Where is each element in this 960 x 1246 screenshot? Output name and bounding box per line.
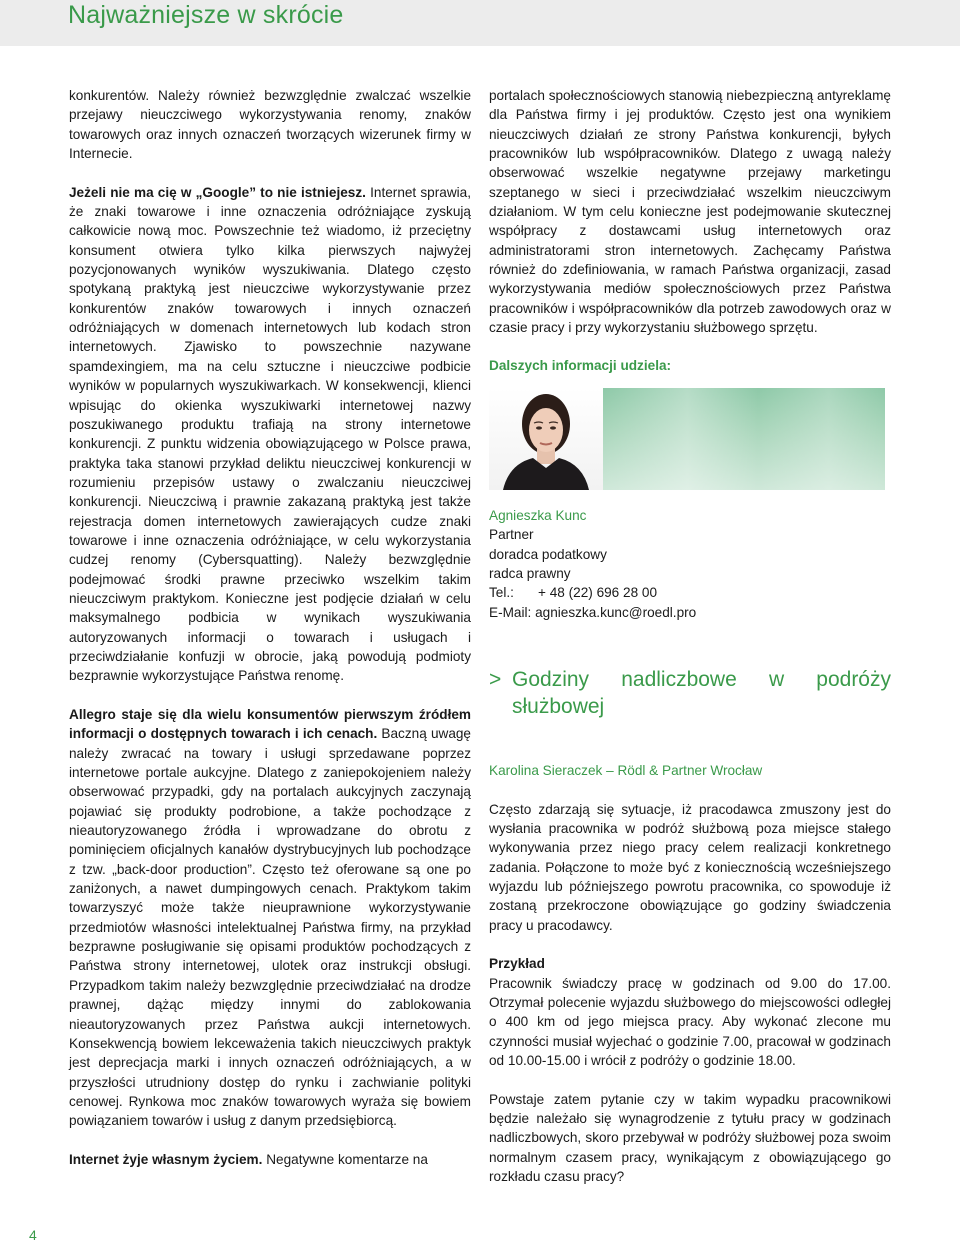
page-header	[0, 0, 960, 46]
bold-lead: Internet żyje własnym życiem.	[69, 1151, 263, 1167]
section-title-text: Godziny nadliczbowe w podróży służbowej	[512, 667, 891, 719]
paragraph: Powstaje zatem pytanie czy w takim wypadku pracownikowi będzie należało się wynagrodzenie z tytułu pracy w godzinach nadliczbowych, skoro przebywał w podróży służbowej poza swoim normalnym czasem pracy, wynikającym z obowiązującego go rozkładu czasu pracy?	[489, 1091, 891, 1185]
paragraph-text: Internet sprawia, że znaki towarowe i inne oznaczenia odróżniające zyskują całkowicie nową moc. Powszechnie też wiadomo, iż przeciętny konsument otwiera tylko kilka pierwszych najwyżej pozycjonowanych wyników wyszukiwania. Dlatego często spotykaną praktyką jest nieuczciwe wykorzystywanie przez konkurentów znaków towarowych i innych oznaczeń odróżniających w domenach internetowych lub kodach stron internetowych. Zjawisko to powszechnie nazywane spamdexingiem, ma na celu sztuczne i nieuczciwe podbicie wyników w popularnych wyszukiwarkach. W konsekwencji, klienci wpisując do okienka wyszukiwarki internetowej nazwy poszukiwanego produktu trafiają na strony internetowe konkurencji. Z punktu widzenia obowiązującego w Polsce prawa, praktyka taka stanowi przykład deliktu nieuczciwej konkurencji w rozumieniu przepisów ustawy o zwalczaniu nieuczciwej konkurencji. Nieuczciwą i prawnie zakazaną praktyką jest także rejestracja domen internetowych zawierających cudze znaki towarowe i inne oznaczenia odróżniające, w celu wykorzystania cudzej renomy (Cybersquatting). Należy bezwzględnie podejmować środki prawne przeciwko wszelkim takim nieuczciwym praktykom. Konieczne jest podjęcie działań w celu maksymalnego podbicia w wynikach wyszukiwania autoryzowanych informacji o towarach i usługach i przeciwdziałanie konfuzji w obrocie, jaką powodują podmioty bezprawnie wykorzystujące Państwa renomę.	[69, 184, 471, 684]
left-column	[69, 86, 471, 1169]
email-value[interactable]: agnieszka.kunc@roedl.pro	[535, 604, 697, 620]
paragraph: konkurentów. Należy również bezwzględnie zwalczać wszelkie przejawy nieuczciwego wykorzystywania renomy, znaków towarowych oraz innych oznaczeń tworzących wizerunek firmy w Internecie.	[69, 88, 471, 162]
section-marker: >	[489, 667, 502, 691]
contact-photo	[489, 388, 885, 490]
phone-value[interactable]: + 48 (22) 696 28 00	[538, 585, 658, 601]
paragraph-text: Negatywne komentarze na	[262, 1151, 428, 1167]
paragraph-text: Baczną uwagę należy zwracać na towary i usługi sprzedawane poprzez internetowe portale aukcyjne. Dlatego z zaniepokojeniem należy obserwować przypadki, gdy na portalach aukcyjnych zaczynają pojawiać się produkty podrobione, a także pochodzące z nieautoryzowanego źródła i wprowadzane do obrotu z pominięciem oficjalnych kanałów dystrybucyjnych lub pochodzące z tzw. „back-door production”. Często też oferowane są one po zaniżonych, a nawet dumpingowych cenach. Praktykom takim towarzyszyć może także nieuprawnione wykorzystywanie przedmiotów własności intelektualnej Państwa firmy, na przykład bezprawne posługiwanie się opisami produktów pochodzących z Państwa strony internetowej, ulotek oraz instrukcji obsługi. Przypadkom takim należy bezwzględnie przeciwdziałać na drodze prawnej, dążąc między innymi do zablokowania nieautoryzowanych przez Państwa aukcji internetowych. Konsekwencją bowiem lekceważenia takich nieuczciwych praktyk jest deprecjacja marki i innych oznaczeń odróżniających, a w przyszłości utrudniony dostęp do rynku i zachwianie polityki cenowej. Rynkowa moc znaków towarowych wyraża się bowiem powiązaniem towarów i usług z danym przedsiębiorcą.	[69, 726, 471, 1129]
paragraph: portalach społecznościowych stanowią niebezpieczną antyreklamę dla Państwa firmy i jej produktów. Często jest ona wynikiem nieuczciwych działań ze strony Państwa konkurencji, byłych pracowników lub współpracowników. Dlatego z uwagą należy obserwować wszelkie negatywne przejawy marketingu szeptanego w sieci i przeciwdziałać wszelkim nieuczciwym działaniom. W tym celu konieczne jest podejmowanie skutecznej współpracy z dostawcami usług internetowych oraz administratorami stron internetowych. Zachęcamy Państwa również do zdefiniowania, w ramach Państwa organizacji, zasad wykorzystywania mediów społecznościowych przez Państwa pracowników i współpracowników dla potrzeb zawodowych oraz w czasie pracy i przy wykorzystaniu służbowego sprzętu.	[489, 88, 891, 336]
example-text: Pracownik świadczy pracę w godzinach od 9.00 do 17.00. Otrzymał polecenie wyjazdu służbowego do miejscowości odległej o 400 km od jego miejsca pracy. Aby wykonać zlecone mu czynności musiał wyjechać o godzinie 7.00, pracował w godzinach od 10.00-15.00 i wrócił z podróży o godzinie 18.00.	[489, 975, 891, 1069]
contact-role: Partner	[489, 527, 534, 543]
paragraph	[69, 1150, 471, 1169]
contact-role: radca prawny	[489, 565, 571, 581]
contact-email	[489, 603, 891, 622]
contact-phone	[489, 583, 891, 602]
page-title: Najważniejsze w skrócie	[68, 1, 344, 29]
paragraph	[69, 183, 471, 686]
right-column	[489, 86, 891, 1186]
example-heading: Przykład	[489, 956, 545, 972]
email-label: E-Mail:	[489, 604, 532, 620]
page-number: 4	[29, 1227, 37, 1243]
article-author: Karolina Sieraczek – Rödl & Partner Wrocław	[489, 762, 763, 778]
bold-lead: Allegro staje się dla wielu konsumentów pierwszym źródłem informacji o dostępnych towarach i ich cenach.	[69, 707, 471, 742]
section-title	[489, 666, 891, 721]
portrait-photo-icon	[489, 388, 603, 490]
phone-label: Tel.:	[489, 585, 514, 601]
contact-role: doradca podatkowy	[489, 546, 607, 562]
info-heading: Dalszych informacji udziela:	[489, 358, 672, 374]
contact-name: Agnieszka Kunc	[489, 507, 587, 523]
paragraph	[69, 705, 471, 1131]
office-background-image	[603, 388, 885, 490]
bold-lead: Jeżeli nie ma cię w „Google” to nie istniejesz.	[69, 184, 366, 200]
paragraph: Często zdarzają się sytuacje, iż pracodawca zmuszony jest do wysłania pracownika w podróż służbową poza miejsce stałego wykonywania przez niego pracy celem realizacji konkretnego zadania. Połączone to może być z koniecznością wcześniejszego wyjazdu lub późniejszego powrotu pracownika, co spowoduje iż zostaną przekroczone obowiązujące go godziny świadczenia pracy u pracodawcy.	[489, 801, 891, 933]
